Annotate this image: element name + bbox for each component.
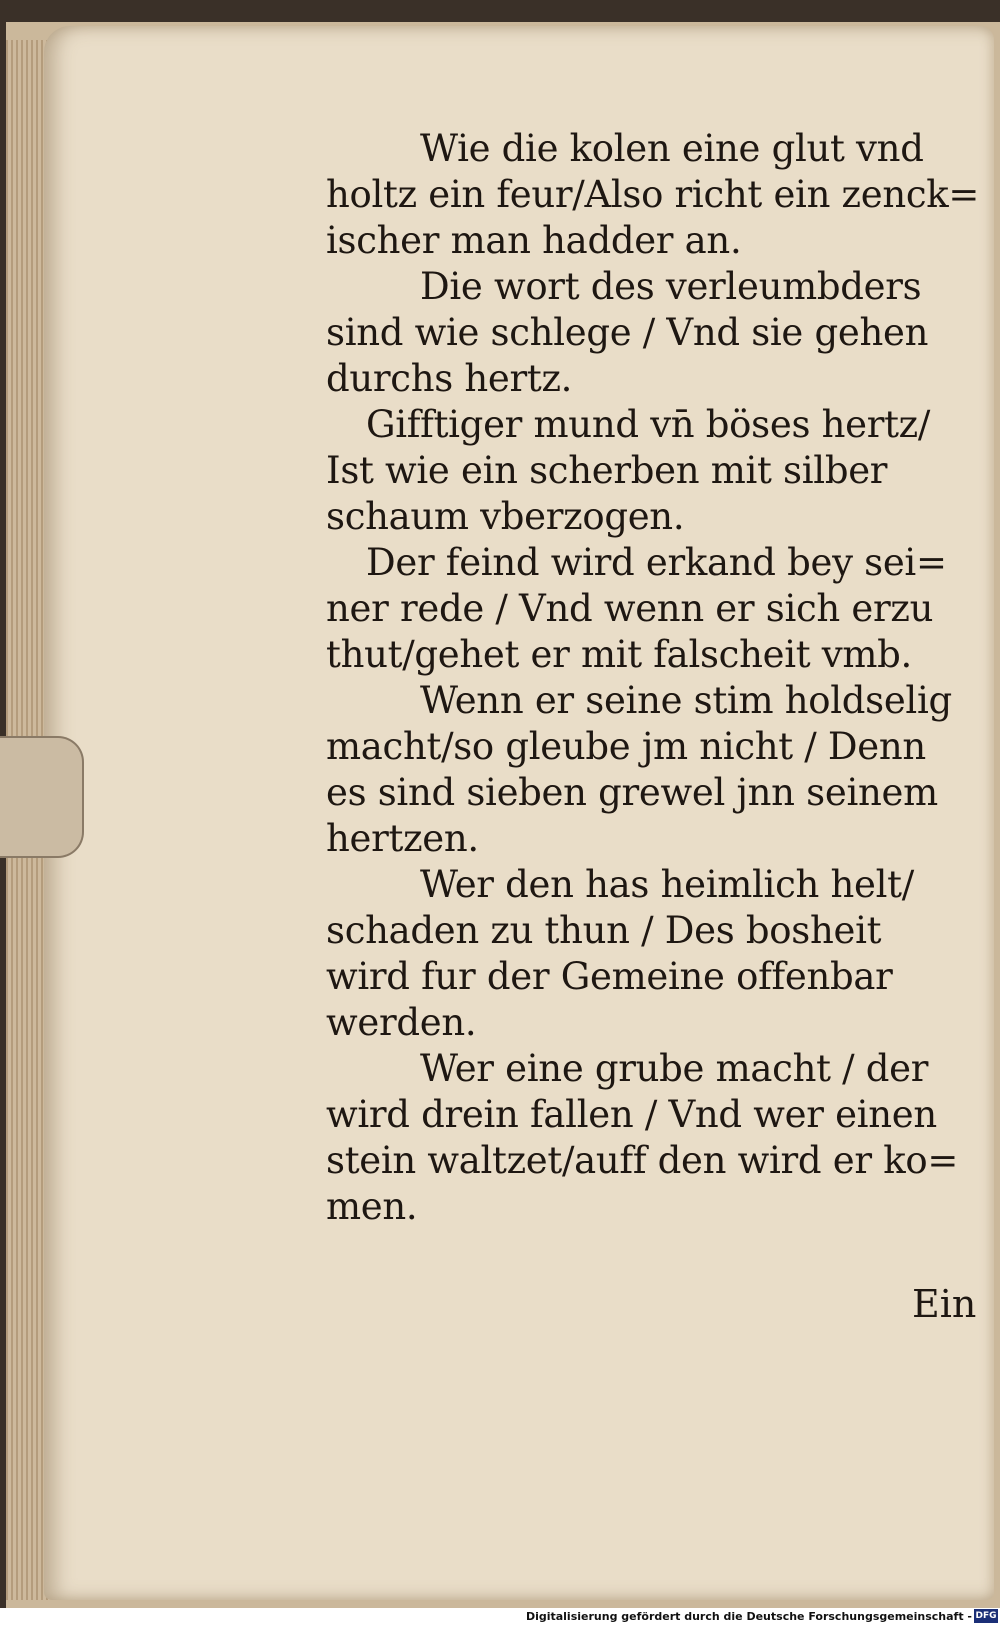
text-line: sind wie schlege / Vnd sie gehen	[326, 311, 929, 354]
text-line: Gifftiger mund vn̄ böses hertz/	[366, 403, 931, 446]
page-text	[326, 126, 996, 1230]
text-line: wird fur der Gemeine offenbar	[326, 955, 893, 998]
text-line: macht/so gleube jm nicht / Denn	[326, 725, 926, 768]
text-line: werden.	[326, 1001, 477, 1044]
book-page	[44, 26, 994, 1600]
text-line: hertzen.	[326, 817, 479, 860]
text-line: holtz ein feur/Also richt ein zenck=	[326, 173, 980, 216]
text-line: Die wort des verleumbders	[420, 265, 922, 308]
text-line: Wer den has heimlich helt/	[420, 863, 914, 906]
text-line: Wer eine grube macht / der	[420, 1047, 929, 1090]
page-clip-tab	[0, 736, 84, 858]
dfg-logo: DFG	[975, 1611, 997, 1621]
text-line: Wenn er seine stim holdselig	[420, 679, 952, 722]
text-line: Ist wie ein scherben mit silber	[326, 449, 888, 492]
catchword: Ein	[912, 1282, 977, 1326]
text-line: durchs hertz.	[326, 357, 573, 400]
text-line: Der feind wird erkand bey sei=	[366, 541, 947, 584]
text-line: Wie die kolen eine glut vnd	[420, 127, 924, 170]
digitization-footer	[0, 1608, 1000, 1625]
text-line: thut/gehet er mit falscheit vmb.	[326, 633, 913, 676]
text-line: wird drein fallen / Vnd wer einen	[326, 1093, 937, 1136]
text-line: men.	[326, 1185, 418, 1228]
text-line: stein waltzet/auff den wird er ko=	[326, 1139, 959, 1182]
text-line: ner rede / Vnd wenn er sich erzu	[326, 587, 934, 630]
text-line: es sind sieben grewel jnn seinem	[326, 771, 938, 814]
text-line: schaden zu thun / Des bosheit	[326, 909, 882, 952]
text-line: ischer man hadder an.	[326, 219, 742, 262]
text-line: schaum vberzogen.	[326, 495, 685, 538]
footer-credit: Digitalisierung gefördert durch die Deutsche Forschungsgemeinschaft -	[525, 1610, 972, 1623]
